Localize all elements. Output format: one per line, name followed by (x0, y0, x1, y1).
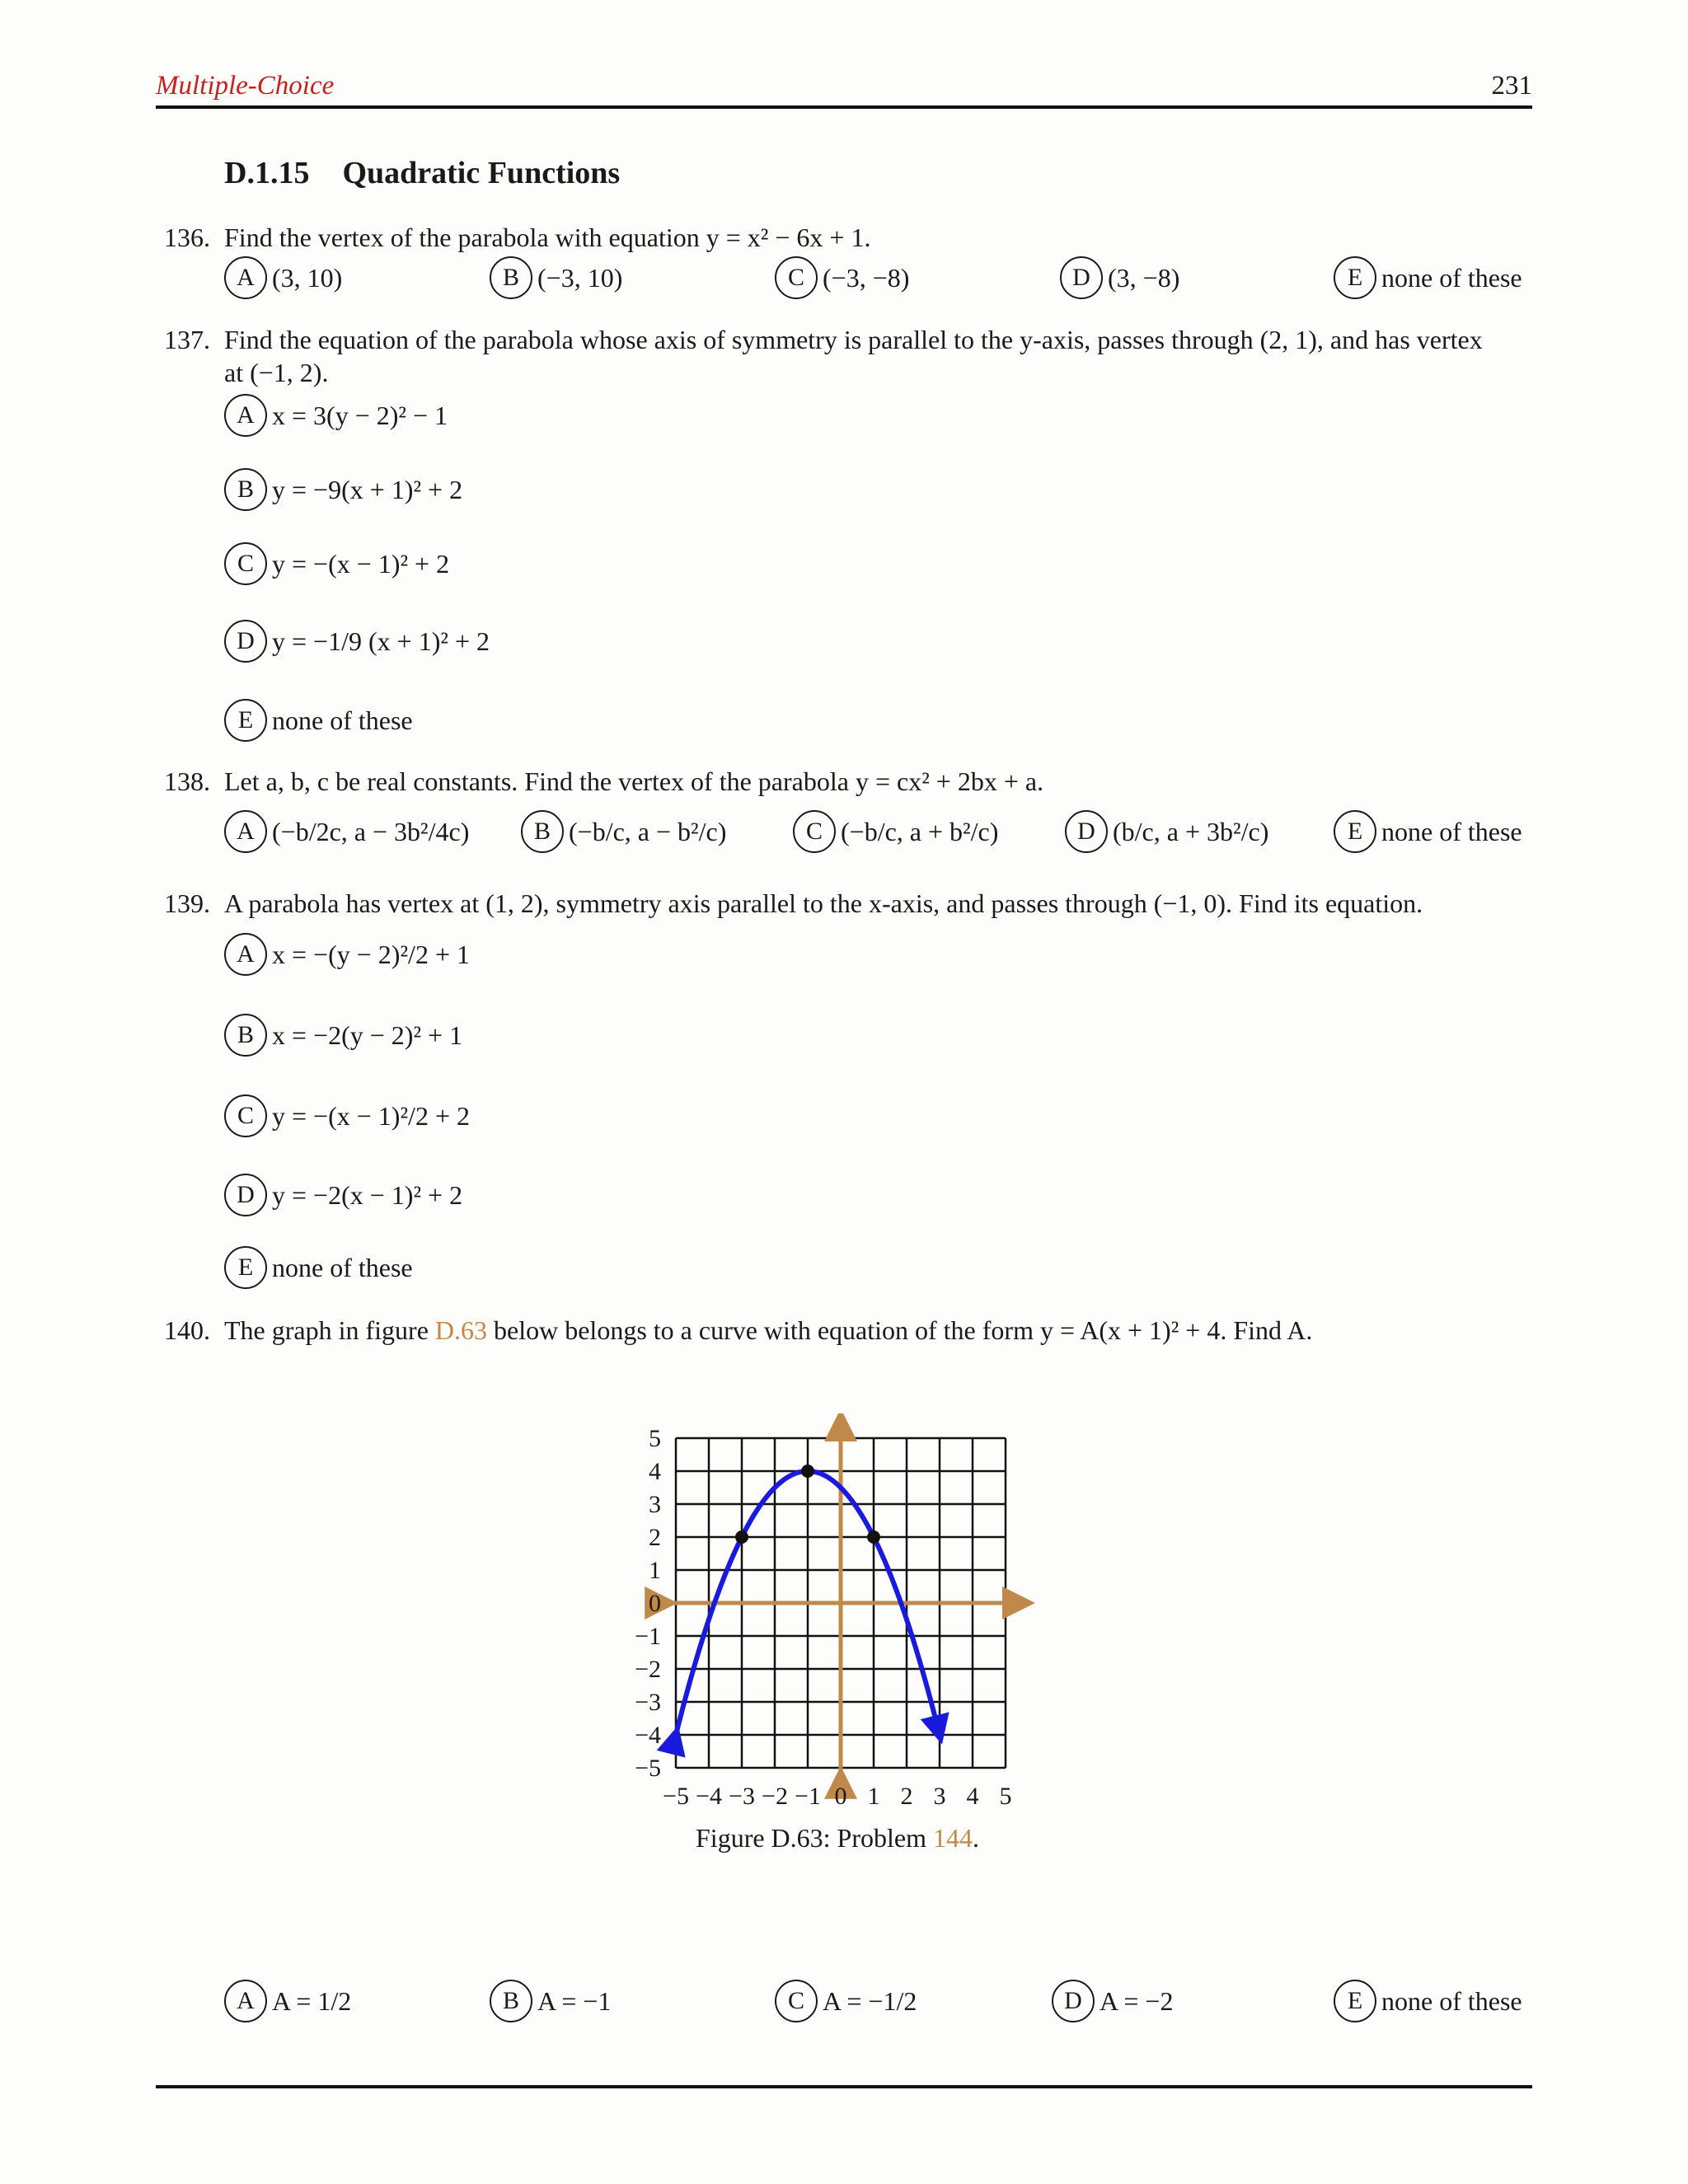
x-tick-label: 1 (867, 1783, 880, 1810)
option-letter-badge: E (224, 1246, 267, 1289)
option-letter-badge: D (1060, 256, 1103, 299)
option-c[interactable] (775, 256, 909, 299)
question-text: Let a, b, c be real constants. Find the vertex of the parabola y = cx² + 2bx + a. (224, 766, 1044, 796)
option-e[interactable] (224, 699, 413, 742)
y-tick-label: 0 (649, 1590, 661, 1617)
option-letter-badge: A (224, 933, 267, 976)
option-letter-badge: E (224, 699, 267, 742)
data-point (735, 1530, 748, 1544)
caption-problem-link[interactable]: 144 (932, 1823, 973, 1853)
option-text: none of these (1381, 1985, 1522, 2016)
option-text: none of these (272, 705, 413, 735)
option-d[interactable] (1065, 810, 1268, 853)
y-tick-label: 3 (649, 1491, 661, 1518)
option-letter-badge: C (793, 810, 836, 853)
option-text: (b/c, a + 3b²/c) (1113, 816, 1269, 846)
option-text: y = −2(x − 1)² + 2 (272, 1179, 463, 1210)
caption-text: . (972, 1823, 979, 1853)
question-text-continued: at (−1, 2). (224, 358, 329, 387)
option-text: (−b/c, a + b²/c) (841, 816, 999, 846)
caption-text: Figure D.63: Problem (696, 1823, 933, 1853)
running-header-title: Multiple-Choice (156, 71, 335, 101)
y-tick-label: 2 (649, 1524, 661, 1551)
option-text: none of these (1381, 816, 1522, 846)
option-a[interactable] (224, 394, 448, 437)
x-tick-label: −1 (795, 1783, 821, 1810)
option-letter-badge: C (775, 1980, 818, 2022)
option-letter-badge: D (1052, 1980, 1095, 2022)
option-text: y = −(x − 1)² + 2 (272, 548, 450, 579)
x-tick-label: 0 (834, 1783, 847, 1810)
option-a[interactable] (224, 1980, 351, 2022)
option-letter-badge: B (490, 256, 532, 299)
x-tick-label: −5 (663, 1783, 689, 1810)
option-letter-badge: E (1334, 1980, 1376, 2022)
option-a[interactable] (224, 810, 469, 853)
header-rule (156, 105, 1532, 109)
option-text: y = −(x − 1)²/2 + 2 (272, 1100, 470, 1131)
question-number: 139. (164, 888, 210, 918)
tick-labels (635, 1425, 1011, 1810)
option-text: y = −1/9 (x + 1)² + 2 (272, 626, 490, 656)
option-e[interactable] (224, 1246, 413, 1289)
y-tick-label: 1 (649, 1557, 661, 1584)
x-tick-label: −2 (762, 1783, 788, 1810)
option-letter-badge: E (1334, 256, 1376, 299)
option-d[interactable] (1060, 256, 1179, 299)
option-c[interactable] (224, 1094, 470, 1137)
question-text: Find the equation of the parabola whose axis of symmetry is parallel to the y-axis, passes through (2, 1), and has vertex (224, 325, 1483, 354)
question-text-part: The graph in figure (224, 1315, 435, 1345)
option-text: y = −9(x + 1)² + 2 (272, 474, 463, 504)
option-text: (−3, −8) (823, 262, 910, 293)
option-text: none of these (1381, 262, 1522, 293)
section-heading (224, 155, 620, 191)
option-text: x = −(y − 2)²/2 + 1 (272, 939, 470, 969)
option-a[interactable] (224, 256, 342, 299)
option-b[interactable] (224, 468, 462, 511)
page-number: 231 (1491, 71, 1532, 101)
option-d[interactable] (224, 1174, 462, 1216)
x-tick-label: 4 (966, 1783, 979, 1810)
x-tick-label: 5 (999, 1783, 1012, 1810)
option-letter-badge: A (224, 810, 267, 853)
option-letter-badge: D (224, 620, 267, 663)
option-text: x = 3(y − 2)² − 1 (272, 400, 448, 430)
option-b[interactable] (224, 1014, 462, 1057)
option-letter-badge: A (224, 1980, 267, 2022)
option-b[interactable] (490, 1980, 611, 2022)
option-text: (−b/2c, a − 3b²/4c) (272, 816, 470, 846)
option-text: (3, −8) (1108, 262, 1180, 293)
option-e[interactable] (1334, 1980, 1522, 2022)
y-tick-label: −5 (635, 1755, 661, 1782)
question-number: 140. (164, 1315, 210, 1345)
option-text: A = −1 (537, 1985, 612, 2016)
option-letter-badge: B (521, 810, 564, 853)
option-letter-badge: B (490, 1980, 532, 2022)
option-letter-badge: A (224, 256, 267, 299)
y-tick-label: −4 (635, 1722, 661, 1749)
footer-rule (156, 2085, 1532, 2088)
section-number: D.1.15 (224, 156, 310, 190)
y-tick-label: −1 (635, 1623, 661, 1650)
option-text: (−b/c, a − b²/c) (569, 816, 727, 846)
y-tick-label: −3 (635, 1689, 661, 1716)
x-tick-label: 2 (900, 1783, 913, 1810)
data-point (867, 1530, 880, 1544)
option-text: (3, 10) (272, 262, 343, 293)
option-text: x = −2(y − 2)² + 1 (272, 1019, 463, 1050)
option-a[interactable] (224, 933, 470, 976)
option-letter-badge: C (775, 256, 818, 299)
option-letter-badge: A (224, 394, 267, 437)
y-tick-label: 4 (649, 1458, 661, 1485)
option-e[interactable] (1334, 256, 1522, 299)
data-point (801, 1465, 814, 1478)
option-c[interactable] (775, 1980, 917, 2022)
question-number: 137. (164, 325, 210, 354)
parabola-graph (602, 1413, 1063, 1825)
x-tick-label: 3 (933, 1783, 946, 1810)
option-text: (−3, 10) (537, 262, 623, 293)
figure-caption (696, 1823, 979, 1854)
option-c[interactable] (793, 810, 998, 853)
option-text: none of these (272, 1252, 413, 1282)
option-e[interactable] (1334, 810, 1522, 853)
option-letter-badge: B (224, 1014, 267, 1057)
option-letter-badge: E (1334, 810, 1376, 853)
option-letter-badge: D (1065, 810, 1108, 853)
option-text: A = −2 (1100, 1985, 1174, 2016)
x-tick-label: −3 (729, 1783, 755, 1810)
option-letter-badge: D (224, 1174, 267, 1216)
option-text: A = 1/2 (272, 1985, 352, 2016)
option-b[interactable] (490, 256, 622, 299)
option-letter-badge: C (224, 1094, 267, 1137)
option-letter-badge: B (224, 468, 267, 511)
x-tick-label: −4 (696, 1783, 722, 1810)
question-number: 138. (164, 766, 210, 796)
option-c[interactable] (224, 542, 449, 585)
question-text: Find the vertex of the parabola with equation y = x² − 6x + 1. (224, 223, 871, 252)
option-d[interactable] (1052, 1980, 1173, 2022)
y-tick-label: −2 (635, 1656, 661, 1683)
option-letter-badge: C (224, 542, 267, 585)
option-text: A = −1/2 (823, 1985, 917, 2016)
question-text (224, 1315, 1312, 1346)
section-title: Quadratic Functions (342, 156, 621, 190)
option-d[interactable] (224, 620, 490, 663)
question-text: A parabola has vertex at (1, 2), symmetry axis parallel to the x-axis, and passes through (−1, 0). Find its equation. (224, 888, 1423, 918)
question-text-part: below belongs to a curve with equation of the form y = A(x + 1)² + 4. Find A. (487, 1315, 1313, 1345)
y-tick-label: 5 (649, 1425, 661, 1452)
figure-reference-link[interactable]: D.63 (434, 1315, 488, 1345)
question-number: 136. (164, 223, 210, 252)
option-b[interactable] (521, 810, 726, 853)
